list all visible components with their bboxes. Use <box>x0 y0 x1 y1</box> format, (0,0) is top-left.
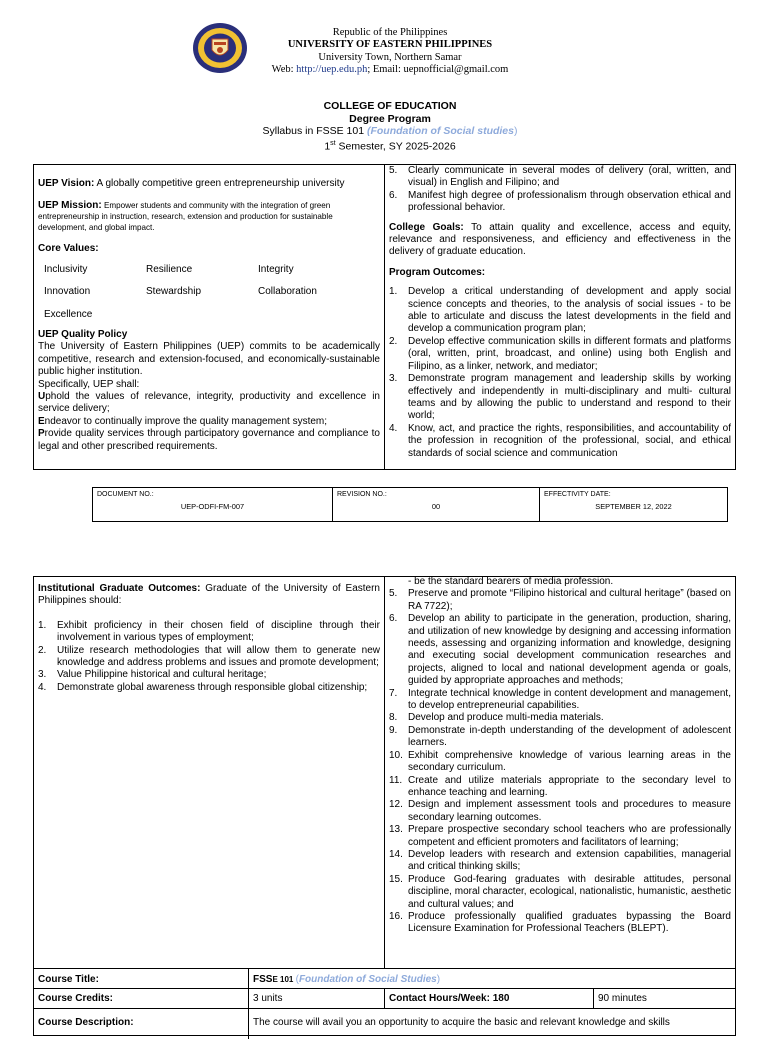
list-item: 11. Create and utilize materials appropriate to the secondary level to enhance teaching and learning. <box>389 774 731 798</box>
effectivity-date: SEPTEMBER 12, 2022 <box>595 502 672 511</box>
course-title-value: FSSE 101 (Foundation of Social Studies) <box>253 974 441 985</box>
syllabus-title: Syllabus in FSSE 101 (Foundation of Social studies) <box>262 125 518 137</box>
list-item: 5. Preserve and promote “Filipino historical and cultural heritage” (based on RA 7722); <box>389 588 731 612</box>
list-item: 7. Integrate technical knowledge in content development and management, to develop entrepreneurial capabilities. <box>389 687 731 712</box>
program-outcomes-heading: Program Outcomes: <box>389 266 486 278</box>
list-item: 9. Demonstrate in-depth understanding of the development of adolescent learners. <box>389 724 731 749</box>
college-goals: College Goals: To attain quality and excellence, access and equity, relevance and responsiveness, and efficiency and effectiveness in the delivery of graduate education. <box>389 221 731 258</box>
course-description-label: Course Description: <box>38 1017 134 1028</box>
igo-list <box>38 620 380 694</box>
list-item: 1. Exhibit proficiency in their chosen field of discipline through their involvement in various types of employment; <box>38 619 380 644</box>
specifically-line: Specifically, UEP shall: <box>38 378 140 390</box>
policy-item: Uphold the values of relevance, integrity, productivity and excellence in service delivery; <box>38 391 380 415</box>
course-description-text: The course will avail you an opportunity to acquire the basic and relevant knowledge and skills <box>253 1017 670 1028</box>
university-name: UNIVERSITY OF EASTERN PHILIPPINES <box>287 39 493 50</box>
course-credits-label: Course Credits: <box>38 993 114 1004</box>
document-number-cell: DOCUMENT NO.: UEP-ODFI-FM-007 <box>93 488 333 521</box>
vision-mission-cell <box>38 178 380 453</box>
core-value: Inclusivity <box>44 263 88 275</box>
quality-policy-text: The University of Eastern Philippines (UEP) commits to be academically competitive, research and extension-focused, and economically-sustainable public higher institution. <box>38 341 380 378</box>
course-name: Foundation of Social studies <box>370 125 514 137</box>
list-item: 3. Demonstrate program management and leadership skills by working effectively and independently in multi-disciplinary and multi- cultural teams and by allowing the public to understand and respond to their world; <box>389 373 731 422</box>
list-item: 2. Utilize research methodologies that will allow them to generate new knowledge and address problems and issues and promote development; <box>38 644 380 669</box>
course-title-name: Foundation of Social Studies <box>298 974 437 985</box>
document-control-strip <box>92 487 728 522</box>
core-value: Excellence <box>44 308 93 320</box>
list-item: 5. Clearly communicate in several modes of delivery (oral, written, and visual) in English and Filipino; and <box>389 165 731 189</box>
list-item: 2. Develop effective communication skills in different formats and platforms (oral, written, print, broadcast, and online) using both English and Filipino, as a linker, network, and mediator; <box>389 335 731 372</box>
email-address: uepnofficial@gmail.com <box>403 64 509 75</box>
course-name-open: ( <box>366 125 371 137</box>
goals-outcomes-cell <box>389 165 731 469</box>
list-item: 14. Develop leaders with research and extension capabilities, managerial and critical thinking skills; <box>389 848 731 873</box>
semester-line: 1st Semester, SY 2025-2026 <box>324 140 456 153</box>
list-item: 8. Develop and produce multi-media materials. <box>389 712 604 724</box>
revision-number-cell: REVISION NO.: 00 <box>333 488 540 521</box>
email-label: ; Email: <box>367 64 401 75</box>
course-title-label: Course Title: <box>38 974 99 985</box>
core-value: Collaboration <box>258 286 317 298</box>
core-value: Integrity <box>258 263 294 275</box>
continuation-line: - be the standard bearers of media profession. <box>408 576 614 587</box>
program-outcomes-list <box>389 286 731 460</box>
quality-policy-heading: UEP Quality Policy <box>38 329 128 341</box>
list-item: 6. Manifest high degree of professionalism through observation ethical and professional behavior. <box>389 189 731 214</box>
list-item: 4. Know, act, and practice the rights, responsibilities, and accountability of the profession in recognition of the professional, social, and ethical standards of social science and communication <box>389 422 731 459</box>
contact-line <box>170 64 610 76</box>
list-item: 15. Produce God-fearing graduates with desirable attitudes, personal discipline, moral character, ecological, nationalistic, humanistic, aesthetic and cultural values; and <box>389 873 731 910</box>
core-value: Stewardship <box>146 286 202 298</box>
list-item: 6. Develop an ability to participate in the generation, production, sharing, and utilization of new knowledge by designing and accessing information needs, assessing and organizing information and knowledge, designing and executing social development communication researches and projects, aligned to local and national development agenda or goals, guided by appropriate approaches and methods; <box>389 613 731 687</box>
course-credits-value: 3 units <box>253 993 283 1004</box>
web-link[interactable]: http://uep.edu.ph <box>296 64 368 75</box>
igo-cell <box>38 583 380 694</box>
effectivity-date-cell: EFFECTIVITY DATE: SEPTEMBER 12, 2022 <box>540 488 727 521</box>
outcomes-continued-cell <box>389 576 731 968</box>
core-values-heading: Core Values: <box>38 243 99 255</box>
list-item: 10. Exhibit comprehensive knowledge of various learning areas in the secondary curriculum. <box>389 749 731 774</box>
list-item: 13. Prepare prospective secondary school teachers who are professionally competent and efficient promoters and facilitators of learning; <box>389 824 731 848</box>
list-item: 3. Value Philippine historical and cultural heritage; <box>38 669 267 681</box>
university-town: University Town, Northern Samar <box>318 52 462 63</box>
outcomes-course-table <box>33 576 736 1036</box>
core-values-list <box>44 264 380 321</box>
uep-vision: UEP Vision: A globally competitive green entrepreneurship university <box>38 178 345 189</box>
republic-line: Republic of the Philippines <box>332 27 448 38</box>
igo-intro: Institutional Graduate Outcomes: Graduate of the University of Eastern Philippines should: <box>38 583 380 607</box>
list-item: 16. Produce professionally qualified graduates bypassing the Board Licensure Examination for Professional Teachers (BLEPT). <box>389 910 731 935</box>
list-item: 12. Design and implement assessment tools and procedures to measure secondary learning outcomes. <box>389 799 731 823</box>
contact-hours-label: Contact Hours/Week: 180 <box>389 993 510 1004</box>
vision-mission-table <box>33 164 736 470</box>
college-name: COLLEGE OF EDUCATION <box>323 100 457 112</box>
uep-mission: UEP Mission: Empower students and community with the integration of green entrepreneurship in instruction, research, extension and production for sustainable development, and global impact. <box>38 200 333 233</box>
list-item: 4. Demonstrate global awareness through responsible global citizenship; <box>38 681 368 693</box>
outcomes-continued-list <box>389 588 731 935</box>
top-outcomes-list <box>389 165 731 215</box>
web-label: Web: <box>271 64 294 75</box>
core-value: Innovation <box>44 286 91 298</box>
contact-hours-value: 90 minutes <box>598 993 647 1004</box>
core-value: Resilience <box>146 263 193 275</box>
policy-item: Provide quality services through participatory governance and compliance to legal and other prescribed requirements. <box>38 428 380 452</box>
revision-number: 00 <box>431 502 441 511</box>
degree-program: Degree Program <box>349 113 431 125</box>
document-number: UEP-ODFI-FM-007 <box>180 502 245 511</box>
policy-item: Endeavor to continually improve the quality management system; <box>38 415 328 427</box>
list-item: 1. Develop a critical understanding of development and apply social science concepts and theories, to the analysis of social issues - to be able to articulate and discuss the latest developments in the field and develop a communication program plan; <box>389 286 731 335</box>
